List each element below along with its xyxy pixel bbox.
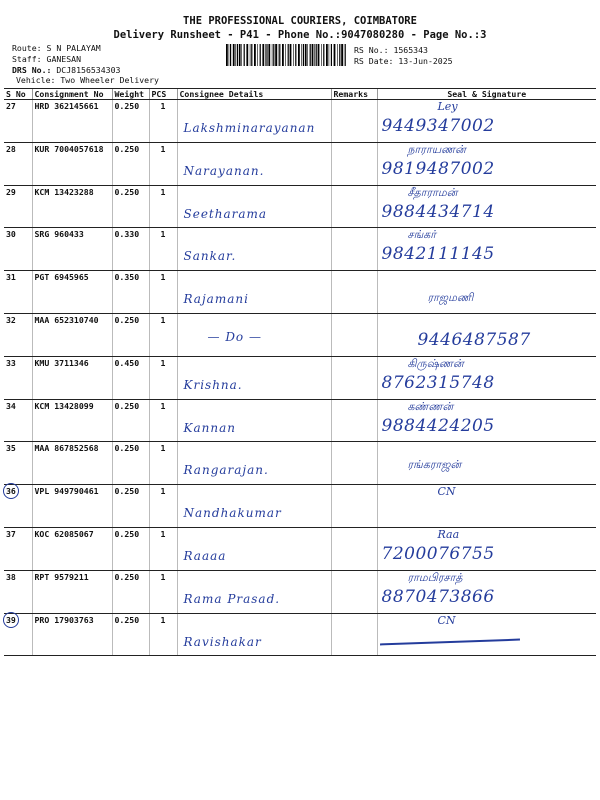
ink-circle-mark: [3, 483, 19, 499]
barcode-bar: [265, 44, 266, 66]
row-weight: [112, 485, 149, 528]
row-weight-text: 0.250: [114, 400, 140, 411]
handwritten-signature: கண்ணன்: [407, 399, 454, 413]
handwritten-consignee-name: Rangarajan.: [183, 463, 269, 478]
barcode-bar: [334, 44, 336, 66]
row-sno: [4, 100, 32, 143]
barcode-image: [226, 44, 346, 66]
vehicle-value: Two Wheeler Delivery: [60, 75, 159, 85]
row-pcs: [149, 613, 177, 656]
barcode-bar: [278, 44, 279, 66]
row-weight: [112, 356, 149, 399]
row-pcs: [149, 100, 177, 143]
table-row: [4, 356, 596, 399]
row-sno-text: 32: [6, 314, 16, 325]
table-row: [4, 570, 596, 613]
barcode-bar: [260, 44, 261, 66]
handwritten-phone: 8762315748: [381, 372, 495, 393]
row-remarks: [331, 399, 377, 442]
row-consignment-no-text: KCM 13428099: [34, 400, 94, 411]
row-pcs: [149, 442, 177, 485]
row-weight: [112, 442, 149, 485]
barcode-bar: [288, 44, 289, 66]
row-seal-signature: [377, 313, 596, 356]
handwritten-phone: 9449347002: [381, 116, 495, 136]
row-seal-signature: [377, 356, 596, 399]
rs-date-line: RS Date: 13-Jun-2025: [354, 56, 453, 66]
col-header-seal: Seal & Signature: [377, 89, 596, 100]
row-weight: [112, 142, 149, 185]
row-pcs-text: 1: [160, 614, 166, 625]
table-row: [4, 313, 596, 356]
row-weight-text: 0.250: [114, 571, 140, 582]
row-weight-text: 0.350: [114, 272, 140, 283]
row-weight-text: 0.250: [114, 314, 140, 325]
row-sno: [4, 271, 32, 314]
col-header-weight: Weight: [112, 89, 149, 100]
handwritten-consignee-name: Seetharama: [183, 206, 268, 221]
row-pcs: [149, 271, 177, 314]
row-consignment-no: [32, 485, 112, 528]
row-seal-signature: [377, 527, 596, 570]
row-seal-signature: [377, 185, 596, 228]
barcode-bar: [282, 44, 284, 66]
row-sno: [4, 485, 32, 528]
row-seal-signature: [377, 613, 596, 656]
barcode-bar: [251, 44, 252, 66]
row-remarks: [331, 442, 377, 485]
barcode-bar: [235, 44, 236, 66]
handwritten-consignee-name: Ravishakar: [183, 634, 262, 649]
col-header-consignee: Consignee Details: [177, 89, 331, 100]
handwritten-phone: 9446487587: [417, 329, 531, 350]
table-row: [4, 271, 596, 314]
row-consignment-no-text: KUR 7004057618: [34, 143, 104, 154]
barcode-bar: [279, 44, 280, 66]
barcode-bar: [266, 44, 267, 66]
handwritten-phone: 8870473866: [381, 586, 495, 607]
row-weight-text: 0.250: [114, 143, 140, 154]
row-seal-signature: [377, 228, 596, 271]
barcode-bar: [310, 44, 311, 66]
row-consignee: [177, 356, 331, 399]
route-value: S N PALAYAM: [46, 43, 101, 53]
row-seal-signature: [377, 142, 596, 185]
barcode-bar: [233, 44, 235, 66]
row-weight: [112, 185, 149, 228]
handwritten-phone: 9819487002: [381, 158, 495, 179]
table-row: [4, 228, 596, 271]
row-consignee: [177, 485, 331, 528]
row-seal-signature: [377, 271, 596, 314]
row-pcs-text: 1: [160, 528, 166, 539]
handwritten-signature: CN: [437, 485, 456, 499]
barcode-bar: [295, 44, 296, 66]
handwritten-signature: CN: [437, 613, 456, 627]
row-sno-text: 33: [6, 357, 16, 368]
row-consignment-no-text: SRG 960433: [34, 229, 84, 240]
row-sno-text: 35: [6, 443, 16, 454]
row-consignee: [177, 442, 331, 485]
row-consignment-no-text: KCM 13423288: [34, 186, 94, 197]
row-sno-text: 34: [6, 400, 16, 411]
row-weight-text: 0.250: [114, 614, 140, 625]
barcode-bar: [316, 44, 317, 66]
barcode-bar: [239, 44, 241, 66]
row-weight: [112, 570, 149, 613]
handwritten-consignee-name: — Do —: [207, 329, 262, 344]
row-consignment-no: [32, 271, 112, 314]
row-sno-text: 28: [6, 143, 16, 154]
handwritten-signature: கிருஷ்ணன்: [407, 356, 464, 370]
row-remarks: [331, 100, 377, 143]
barcode-bar: [229, 44, 230, 66]
row-pcs-text: 1: [160, 143, 166, 154]
handwritten-consignee-name: Nandhakumar: [183, 506, 282, 521]
row-consignee: [177, 313, 331, 356]
row-sno-text: 39: [6, 614, 16, 625]
barcode-bar: [314, 44, 315, 66]
ink-scribble-mark: [380, 638, 520, 645]
row-remarks: [331, 485, 377, 528]
barcode-bar: [293, 44, 294, 66]
row-weight: [112, 613, 149, 656]
barcode-bar: [246, 44, 248, 66]
row-seal-signature: [377, 399, 596, 442]
row-sno-text: 31: [6, 272, 16, 283]
row-sno: [4, 142, 32, 185]
row-sno-text: 29: [6, 186, 16, 197]
row-consignee: [177, 399, 331, 442]
staff-value: GANESAN: [46, 54, 82, 64]
staff-line: Staff: GANESAN: [12, 54, 82, 64]
row-pcs: [149, 185, 177, 228]
barcode-bar: [290, 44, 292, 66]
barcode-bar: [326, 44, 328, 66]
row-pcs-text: 1: [160, 229, 166, 240]
table-row: [4, 485, 596, 528]
col-header-pcs: PCS: [149, 89, 177, 100]
table-header-row: [4, 89, 596, 100]
table-row: [4, 442, 596, 485]
row-sno: [4, 185, 32, 228]
row-sno: [4, 527, 32, 570]
table-row: [4, 399, 596, 442]
row-weight-text: 0.250: [114, 101, 140, 111]
row-consignment-no-text: KMU 3711346: [34, 357, 89, 368]
row-sno: [4, 228, 32, 271]
row-remarks: [331, 228, 377, 271]
row-consignee: [177, 142, 331, 185]
company-title: THE PROFESSIONAL COURIERS, COIMBATORE: [183, 15, 417, 27]
barcode-bar: [298, 44, 300, 66]
row-consignment-no: [32, 399, 112, 442]
row-weight: [112, 271, 149, 314]
row-consignment-no-text: MAA 652310740: [34, 314, 99, 325]
barcode-bar: [226, 44, 228, 66]
route-line: Route: S N PALAYAM: [12, 43, 101, 53]
row-pcs-text: 1: [160, 443, 166, 454]
row-weight: [112, 527, 149, 570]
rs-date-value: 13-Jun-2025: [398, 56, 453, 66]
row-pcs-text: 1: [160, 186, 166, 197]
row-pcs-text: 1: [160, 357, 166, 368]
row-consignment-no: [32, 142, 112, 185]
handwritten-signature: Raa: [437, 527, 460, 541]
barcode-bar: [254, 44, 256, 66]
row-weight: [112, 228, 149, 271]
row-sno: [4, 613, 32, 656]
row-consignment-no: [32, 100, 112, 143]
barcode-bar: [323, 44, 324, 66]
row-remarks: [331, 142, 377, 185]
row-consignee: [177, 100, 331, 143]
barcode-bar: [339, 44, 340, 66]
row-remarks: [331, 570, 377, 613]
handwritten-phone: 7200076755: [381, 543, 495, 564]
handwritten-signature: நாராயணன்: [407, 142, 466, 156]
row-consignment-no: [32, 527, 112, 570]
handwritten-signature: சங்கர்: [407, 228, 437, 242]
row-weight-text: 0.450: [114, 357, 140, 368]
row-weight-text: 0.250: [114, 528, 140, 539]
handwritten-consignee-name: Rama Prasad.: [183, 591, 281, 606]
row-pcs: [149, 399, 177, 442]
handwritten-signature: சீதாராமன்: [407, 185, 458, 199]
row-weight: [112, 313, 149, 356]
row-consignment-no-text: VPL 949790461: [34, 486, 99, 497]
row-consignee: [177, 527, 331, 570]
row-remarks: [331, 613, 377, 656]
row-pcs: [149, 485, 177, 528]
handwritten-signature: ராஜமணி: [427, 291, 474, 305]
row-remarks: [331, 356, 377, 399]
barcode-bar: [312, 44, 314, 66]
handwritten-consignee-name: Sankar.: [183, 249, 237, 264]
barcode-bar: [337, 44, 338, 66]
row-remarks: [331, 313, 377, 356]
row-weight: [112, 399, 149, 442]
table-row: [4, 142, 596, 185]
row-pcs-text: 1: [160, 486, 166, 497]
ink-circle-mark: [3, 612, 19, 628]
row-remarks: [331, 527, 377, 570]
barcode-bar: [285, 44, 286, 66]
table-row: [4, 185, 596, 228]
row-remarks: [331, 271, 377, 314]
handwritten-signature: ராமபிரசாத்: [407, 570, 463, 584]
barcode-bar: [272, 44, 273, 66]
barcode-bar: [230, 44, 231, 66]
row-weight-text: 0.250: [114, 443, 140, 454]
vehicle-line: Vehicle: Two Wheeler Delivery: [16, 75, 159, 85]
barcode-bar: [345, 44, 346, 66]
row-sno-text: 30: [6, 229, 16, 240]
row-consignment-no: [32, 570, 112, 613]
row-consignment-no-text: MAA 867852568: [34, 443, 99, 454]
barcode-bar: [262, 44, 264, 66]
handwritten-signature: ரங்கராஜன்: [407, 458, 462, 472]
handwritten-consignee-name: Narayanan.: [183, 163, 265, 178]
barcode-bar: [273, 44, 274, 66]
row-consignee: [177, 185, 331, 228]
handwritten-phone: 9842111145: [381, 244, 495, 265]
row-sno: [4, 313, 32, 356]
row-consignment-no-text: KOC 62085067: [34, 528, 94, 539]
row-pcs-text: 1: [160, 571, 166, 582]
handwritten-consignee-name: Lakshminarayanan: [183, 121, 316, 135]
row-pcs: [149, 570, 177, 613]
row-pcs: [149, 356, 177, 399]
row-pcs: [149, 527, 177, 570]
row-consignment-no-text: PGT 6945965: [34, 272, 89, 283]
barcode-bar: [237, 44, 238, 66]
barcode-bar: [244, 44, 245, 66]
row-weight-text: 0.330: [114, 229, 140, 240]
row-consignee: [177, 613, 331, 656]
runsheet-subtitle: Delivery Runsheet - P41 - Phone No.:9047080280 - Page No.:3: [113, 29, 487, 41]
barcode-bar: [305, 44, 307, 66]
col-header-sno: S No: [4, 89, 32, 100]
table-row: [4, 100, 596, 143]
row-consignee: [177, 271, 331, 314]
row-pcs: [149, 142, 177, 185]
handwritten-consignee-name: Rajamani: [183, 292, 249, 307]
row-sno-text: 27: [6, 101, 16, 111]
barcode-bar: [303, 44, 304, 66]
row-pcs-text: 1: [160, 101, 166, 111]
row-seal-signature: [377, 485, 596, 528]
handwritten-phone: 9884434714: [381, 201, 495, 222]
row-sno-text: 37: [6, 528, 16, 539]
drs-value: DCJ8156534303: [56, 65, 121, 75]
row-seal-signature: [377, 442, 596, 485]
handwritten-consignee-name: Krishna.: [183, 377, 243, 392]
row-consignment-no-text: HRD 362145661: [34, 101, 99, 111]
handwritten-consignee-name: Raaaa: [183, 548, 227, 563]
barcode-bar: [331, 44, 332, 66]
row-consignment-no: [32, 613, 112, 656]
row-sno-text: 38: [6, 571, 16, 582]
table-row: [4, 613, 596, 656]
row-weight-text: 0.250: [114, 486, 140, 497]
row-pcs-text: 1: [160, 400, 166, 411]
row-consignment-no: [32, 442, 112, 485]
row-consignment-no: [32, 356, 112, 399]
table-row: [4, 527, 596, 570]
row-consignee: [177, 228, 331, 271]
row-weight-text: 0.250: [114, 186, 140, 197]
row-consignment-no-text: RPT 9579211: [34, 571, 89, 582]
row-sno: [4, 570, 32, 613]
barcode-bar: [344, 44, 345, 66]
row-sno: [4, 399, 32, 442]
row-pcs-text: 1: [160, 272, 166, 283]
handwritten-phone: 9884424205: [381, 415, 495, 436]
row-consignee: [177, 570, 331, 613]
rs-no-line: RS No.: 1565343: [354, 45, 428, 55]
handwritten-signature: Ley: [437, 100, 458, 113]
barcode-bar: [257, 44, 258, 66]
barcode-bar: [250, 44, 251, 66]
row-sno: [4, 356, 32, 399]
row-pcs-text: 1: [160, 314, 166, 325]
row-remarks: [331, 185, 377, 228]
row-consignment-no-text: PRO 17903763: [34, 614, 94, 625]
row-seal-signature: [377, 570, 596, 613]
row-seal-signature: [377, 100, 596, 143]
row-pcs: [149, 228, 177, 271]
barcode-bar: [329, 44, 330, 66]
barcode-bar: [318, 44, 320, 66]
runsheet-table: [4, 88, 596, 656]
row-sno-text: 36: [6, 486, 16, 497]
row-consignment-no: [32, 185, 112, 228]
barcode-bar: [321, 44, 322, 66]
row-pcs: [149, 313, 177, 356]
row-sno: [4, 442, 32, 485]
col-header-consignment: Consignment No: [32, 89, 112, 100]
barcode-bar: [307, 44, 308, 66]
drs-line: DRS No.: DCJ8156534303: [12, 65, 121, 75]
barcode-bar: [341, 44, 343, 66]
row-weight: [112, 100, 149, 143]
barcode-bar: [268, 44, 270, 66]
row-consignment-no: [32, 313, 112, 356]
barcode-bar: [275, 44, 277, 66]
rs-no-value: 1565343: [393, 45, 428, 55]
row-consignment-no: [32, 228, 112, 271]
col-header-remarks: Remarks: [331, 89, 377, 100]
handwritten-consignee-name: Kannan: [183, 420, 236, 435]
barcode-bar: [241, 44, 242, 66]
barcode-bar: [301, 44, 302, 66]
